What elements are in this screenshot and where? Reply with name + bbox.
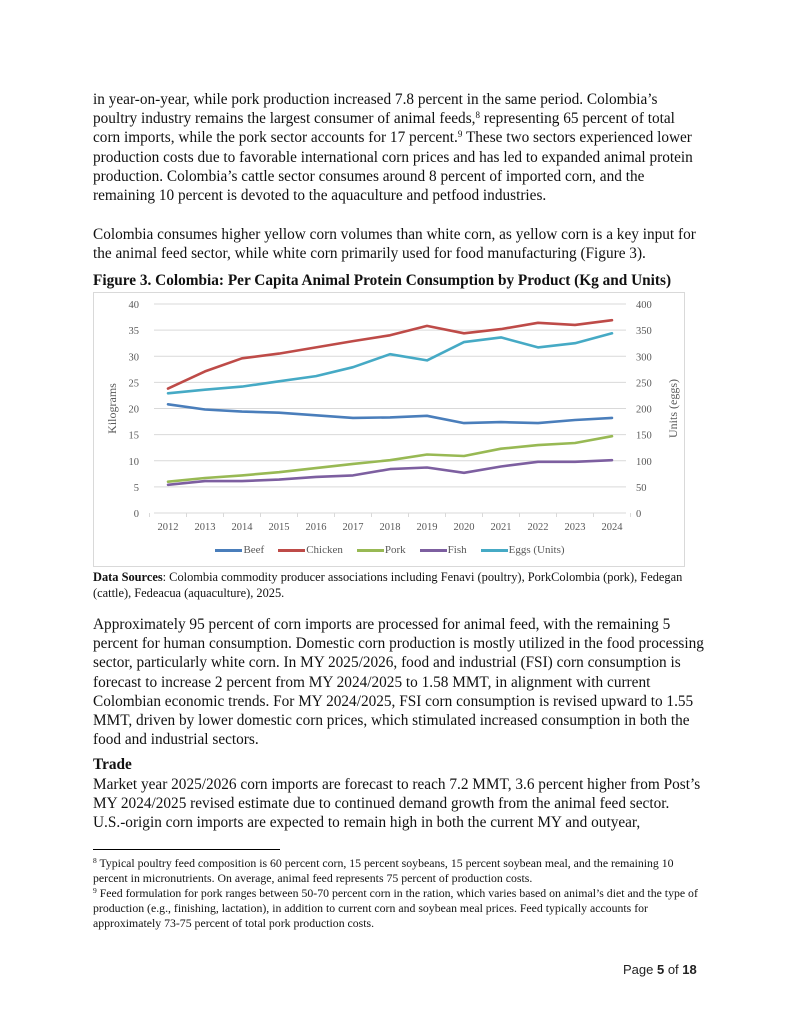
x-tick: 2012: [157, 522, 179, 533]
x-tick: 2016: [305, 522, 327, 533]
y-tick-left: 30: [128, 352, 139, 364]
paragraph-fsi-consumption: Approximately 95 percent of corn imports are processed for animal feed, with the remaining 5 percent for human consumption. Domestic corn production is mostly utilized in the food processing sector, particularly white corn. In MY 2025/2026, food and industrial (FSI) corn consumption is forecast to increase 2 percent from MY 2024/2025 to 1.58 MMT, in alignment with current Colombian economic trends. For MY 2024/2025, FSI corn consumption is revised upward to 1.55 MMT, driven by lower domestic corn prices, which stimulated increased consumption in both the food and industrial sectors.: [93, 616, 704, 749]
footnote-divider: [93, 849, 280, 850]
y-tick-right: 250: [636, 378, 652, 390]
x-tick: 2015: [268, 522, 290, 533]
page-of: of: [664, 962, 683, 977]
paragraph-text: representing 65 percent of total corn imports, while the pork sector accounts for 17 percent.: [93, 110, 675, 147]
y-tick-right: 50: [636, 482, 647, 494]
total-pages: 18: [682, 962, 697, 977]
current-page: 5: [656, 962, 665, 977]
footnote-mark: 8: [93, 856, 97, 865]
y-tick-right: 350: [636, 326, 652, 338]
legend-swatch: [357, 549, 384, 552]
footnote-9: [93, 886, 705, 931]
y-tick-right: 300: [636, 352, 652, 364]
y-axis-title-left: Kilograms: [105, 383, 119, 434]
y-axis-title-right: Units (eggs): [666, 379, 680, 438]
y-tick-left: 35: [128, 326, 139, 338]
page-prefix: Page: [623, 962, 657, 977]
legend-item: [420, 544, 467, 556]
legend-label: Chicken: [306, 544, 343, 556]
y-tick-left: 10: [128, 456, 139, 468]
x-tick: 2022: [527, 522, 549, 533]
figure-title: Figure 3. Colombia: Per Capita Animal Protein Consumption by Product (Kg and Units): [93, 272, 672, 289]
legend-swatch: [420, 549, 447, 552]
footnote-ref-8[interactable]: 8: [475, 110, 480, 121]
legend-label: Fish: [447, 544, 467, 556]
chart-legend: [94, 544, 686, 556]
series-line-pork: [168, 436, 612, 482]
footnote-ref-9[interactable]: 9: [457, 129, 463, 140]
x-tick: 2017: [342, 522, 364, 533]
legend-item: [215, 544, 264, 556]
chart-plot-area: [94, 293, 686, 568]
y-tick-right: 0: [636, 509, 642, 520]
x-tick: 2019: [416, 522, 438, 533]
y-tick-left: 40: [128, 300, 139, 311]
x-tick: 2018: [379, 522, 401, 533]
footnote-text: Typical poultry feed composition is 60 percent corn, 15 percent soybeans, 15 percent soybean meal, and the remaining 10 percent in micronutrients. On average, animal feed represents 75 percent of production costs.: [93, 856, 674, 886]
series-line-fish: [168, 460, 612, 485]
x-tick: 2021: [490, 522, 512, 533]
figure-data-sources: [93, 570, 705, 601]
legend-label: Beef: [243, 544, 265, 556]
y-tick-right: 150: [636, 430, 652, 442]
legend-swatch: [278, 549, 305, 552]
y-tick-left: 0: [133, 509, 139, 520]
x-tick: 2020: [453, 522, 475, 533]
sources-label: Data Sources: [93, 570, 163, 584]
page-number: [623, 962, 697, 977]
legend-label: Pork: [384, 544, 406, 556]
legend-item: [278, 544, 343, 556]
paragraph-feed-consumption: [93, 90, 705, 205]
legend-swatch: [215, 549, 242, 552]
y-tick-right: 200: [636, 404, 652, 416]
legend-label: Eggs (Units): [508, 544, 565, 556]
paragraph-text: in year-on-year, while pork production increased 7.8 percent in the same period. Colombia’s poultry industry remains the largest consumer of animal feeds,: [93, 91, 658, 128]
x-tick: 2023: [564, 522, 586, 533]
series-line-beef: [168, 404, 612, 423]
y-tick-right: 100: [636, 456, 652, 468]
y-tick-left: 20: [128, 404, 139, 416]
x-tick: 2013: [194, 522, 216, 533]
paragraph-text: These two sectors experienced lower production costs due to favorable international corn prices and has led to expanded animal protein production. Colombia’s cattle sector consumes around 8 percent of imported corn, and the remaining 10 percent is devoted to the aquaculture and petfood industries.: [93, 129, 693, 205]
series-line-eggs-units: [168, 333, 612, 393]
legend-swatch: [481, 549, 508, 552]
x-tick: 2024: [601, 522, 623, 533]
y-tick-left: 5: [133, 482, 139, 494]
line-chart: [93, 292, 685, 567]
footnote-mark: 9: [93, 886, 97, 896]
y-tick-left: 25: [128, 378, 139, 390]
x-tick: 2014: [231, 522, 253, 533]
y-tick-left: 15: [128, 430, 139, 442]
footnotes: [93, 856, 705, 931]
sources-text: : Colombia commodity producer associations including Fenavi (poultry), PorkColombia (pork), Fedegan (cattle), Fedeacua (aquaculture), 2025.: [93, 570, 683, 600]
y-tick-right: 400: [636, 300, 652, 311]
legend-item: [481, 544, 565, 556]
paragraph-trade: Market year 2025/2026 corn imports are forecast to reach 7.2 MMT, 3.6 percent higher from Post’s MY 2024/2025 revised estimate due to continued demand growth from the animal feed sector. U.S.-origin corn imports are expected to remain high in both the current MY and outyear,: [93, 776, 701, 832]
section-heading-trade: Trade: [93, 756, 132, 773]
footnote-8: [93, 856, 705, 886]
footnote-text: Feed formulation for pork ranges between 50-70 percent corn in the ration, which varies based on animal’s diet and the type of production (e.g., finishing, lactation), in addition to current corn and soybean meal prices. Feed typically accounts for approximately 73-75 percent of total pork production costs.: [93, 886, 698, 931]
paragraph-yellow-corn: Colombia consumes higher yellow corn volumes than white corn, as yellow corn is a key input for the animal feed sector, while white corn primarily used for food manufacturing (Figure 3).: [93, 226, 696, 263]
legend-item: [357, 544, 406, 556]
